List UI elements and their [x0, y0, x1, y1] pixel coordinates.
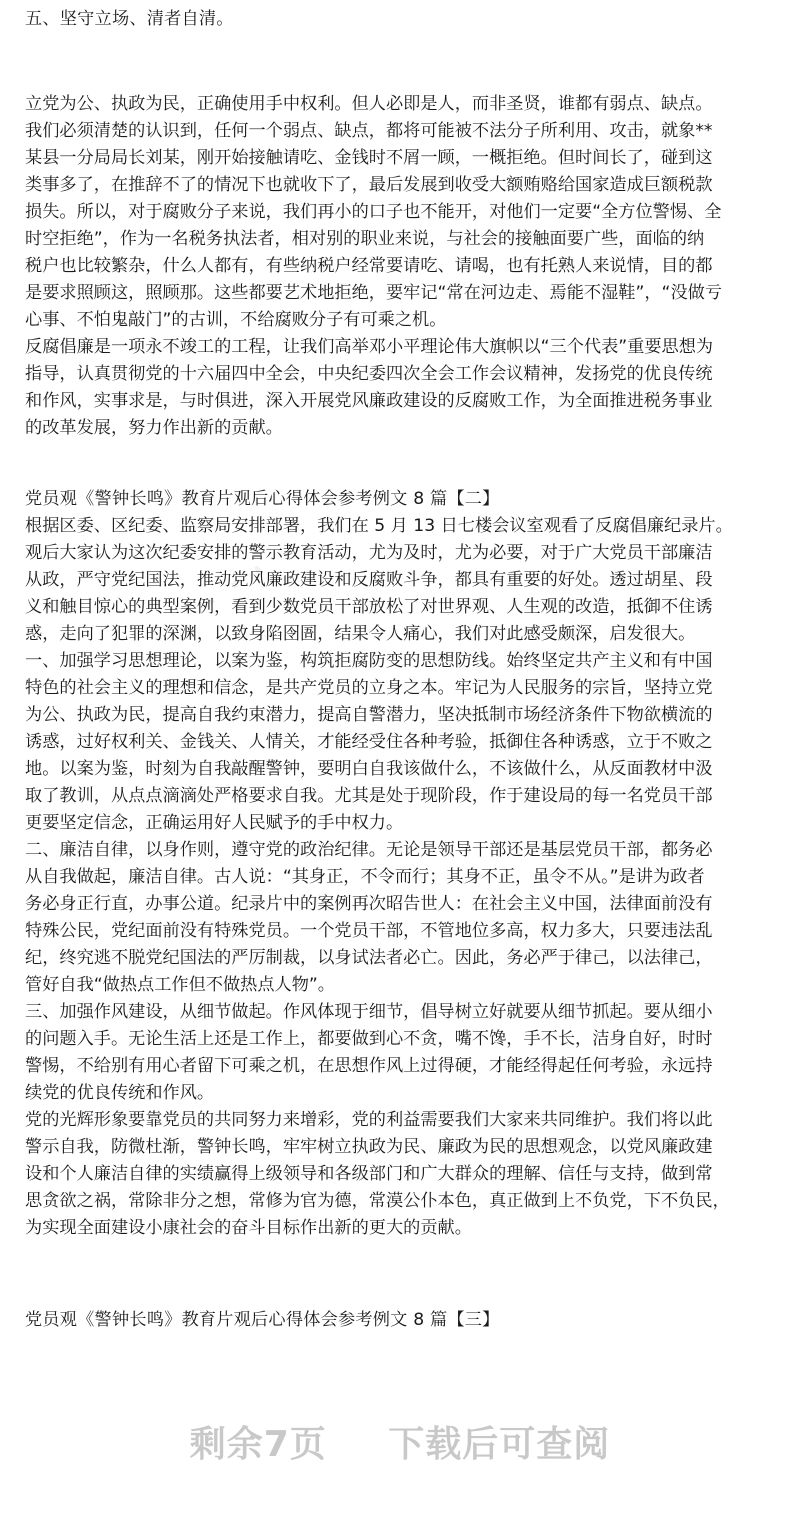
watermark: · · ·: [191, 544, 279, 627]
paragraph-line: 指导，认真贯彻党的十六届四中全会，中央纪委四次全会工作会议精神，发扬党的优良传统: [25, 364, 713, 384]
download-to-view-label[interactable]: 下载后可查阅: [388, 1424, 611, 1465]
paragraph-line: 观后大家认为这次纪委安排的警示教育活动，尤为及时，尤为必要，对于广大党员干部廉洁: [25, 543, 713, 563]
paragraph-line: 根据区委、区纪委、监察局安排部署，我们在 5 月 13 日七楼会议室观看了反腐倡廉纪录片。: [25, 516, 733, 536]
paragraph-line: 我们必须清楚的认识到，任何一个弱点、缺点，都将可能被不法分子所利用、攻击，就象**: [25, 121, 713, 141]
paragraph-line: 纪，终究逃不脱党纪国法的严厉制裁，以身试法者必亡。因此，务必严于律己，以法律己，: [25, 948, 713, 968]
paragraph-line: 从自我做起，廉洁自律。古人说：“其身正，不令而行；其身不正，虽令不从。”是讲为政者: [25, 867, 705, 887]
paragraph-line: 地。以案为鉴，时刻为自我敲醒警钟，要明白自我该做什么，不该做什么，从反面教材中汲: [25, 759, 713, 779]
paragraph-line: 设和个人廉洁自律的实绩赢得上级领导和各级部门和广大群众的理解、信任与支持，做到常: [25, 1164, 713, 1184]
paragraph-line: 心事、不怕鬼敲门”的古训，不给腐败分子有可乘之机。: [25, 310, 447, 330]
paragraph-line: 取了教训，从点点滴滴处严格要求自我。尤其是处于现阶段，作于建设局的每一名党员干部: [25, 786, 713, 806]
paragraph-line: 为公、执政为民，提高自我约束潜力，提高自警潜力，坚决抵制市场经济条件下物欲横流的: [25, 705, 713, 725]
paragraph-line: 税户也比较繁杂，什么人都有，有些纳税户经常要请吃、请喝，也有托熟人来说情，目的都: [25, 256, 713, 276]
paragraph-line: 一、加强学习思想理论，以案为鉴，构筑拒腐防变的思想防线。始终坚定共产主义和有中国: [25, 651, 713, 671]
paragraph-line: 务必身正行直，办事公道。纪录片中的案例再次昭告世人：在社会主义中国，法律面前没有: [25, 894, 713, 914]
paragraph-line: 三、加强作风建设，从细节做起。作风体现于细节，倡导树立好就要从细节抓起。要从细小: [25, 1002, 713, 1022]
paragraph-line: 特色的社会主义的理想和信念，是共产党员的立身之本。牢记为人民服务的宗旨，坚持立党: [25, 678, 713, 698]
paragraph-line: 警示自我，防微杜渐，警钟长鸣，牢牢树立执政为民、廉政为民的思想观念，以党风廉政建: [25, 1137, 713, 1157]
article-heading-2: 党员观《警钟长鸣》教育片观后心得体会参考例文 8 篇【二】: [25, 489, 500, 509]
paragraph-line: 续党的优良传统和作风。: [25, 1083, 215, 1103]
section-heading: 五、坚守立场、清者自清。: [25, 9, 234, 29]
paragraph-line: 义和触目惊心的典型案例，看到少数党员干部放松了对世界观、人生观的改造，抵御不住诱: [25, 597, 713, 617]
paragraph-line: 惑，走向了犯罪的深渊，以致身陷囹圄，结果令人痛心，我们对此感受颇深，启发很大。: [25, 624, 696, 644]
paragraph-line: 和作风，实事求是，与时俱进，深入开展党风廉政建设的反腐败工作，为全面推进税务事业: [25, 391, 713, 411]
paragraph-line: 从政，严守党纪国法，推动党风廉政建设和反腐败斗争，都具有重要的好处。透过胡星、段: [25, 570, 713, 590]
paragraph-line: 损失。所以，对于腐败分子来说，我们再小的口子也不能开，对他们一定要“全方位警惕、全: [25, 202, 722, 222]
paragraph-line: 立党为公、执政为民，正确使用手中权利。但人必即是人，而非圣贤，谁都有弱点、缺点。: [25, 94, 713, 114]
paragraph-line: 警惕，不给别有用心者留下可乘之机，在思想作风上过得硬，才能经得起任何考验，永远持: [25, 1056, 713, 1076]
paragraph-line: 思贪欲之祸，常除非分之想，常修为官为德，常漠公仆本色，真正做到上不负党，下不负民，: [25, 1191, 730, 1211]
paragraph-line: 类事多了，在推辞不了的情况下也就收下了，最后发展到收受大额贿赂给国家造成巨额税款: [25, 175, 713, 195]
paragraph-line: 的问题入手。无论生活上还是工作上，都要做到心不贪，嘴不馋，手不长，洁身自好，时时: [25, 1029, 713, 1049]
paragraph-line: 时空拒绝”，作为一名税务执法者，相对别的职业来说，与社会的接触面要广些，面临的纳: [25, 229, 705, 249]
paragraph-line: 某县一分局局长刘某，刚开始接触请吃、金钱时不屑一顾，一概拒绝。但时间长了，碰到这: [25, 148, 713, 168]
paragraph-line: 诱惑，过好权利关、金钱关、人情关，才能经受住各种考验，抵御住各种诱惑，立于不败之: [25, 732, 713, 752]
paragraph-line: 党的光辉形象要靠党员的共同努力来增彩，党的利益需要我们大家来共同维护。我们将以此: [25, 1110, 713, 1130]
paragraph-line: 特殊公民，党纪面前没有特殊党员。一个党员干部，不管地位多高，权力多大，只要违法乱: [25, 921, 713, 941]
article-heading-3: 党员观《警钟长鸣》教育片观后心得体会参考例文 8 篇【三】: [25, 1310, 500, 1330]
remaining-pages-label: 剩余7页: [189, 1424, 327, 1465]
download-prompt[interactable]: [0, 1420, 800, 1470]
paragraph-line: 更要坚定信念，正确运用好人民赋予的手中权力。: [25, 813, 404, 833]
paragraph-line: 反腐倡廉是一项永不竣工的工程，让我们高举邓小平理论伟大旗帜以“三个代表”重要思想为: [25, 337, 714, 357]
paragraph-line: 管好自我“做热点工作但不做热点人物”。: [25, 975, 335, 995]
paragraph-line: 二、廉洁自律，以身作则，遵守党的政治纪律。无论是领导干部还是基层党员干部，都务必: [25, 840, 713, 860]
paragraph-line: 的改革发展，努力作出新的贡献。: [25, 418, 283, 438]
paragraph-line: 为实现全面建设小康社会的奋斗目标作出新的更大的贡献。: [25, 1218, 472, 1238]
paragraph-line: 是要求照顾这，照顾那。这些都要艺术地拒绝，要牢记“常在河边走、焉能不湿鞋”，“没做亏: [25, 283, 723, 303]
